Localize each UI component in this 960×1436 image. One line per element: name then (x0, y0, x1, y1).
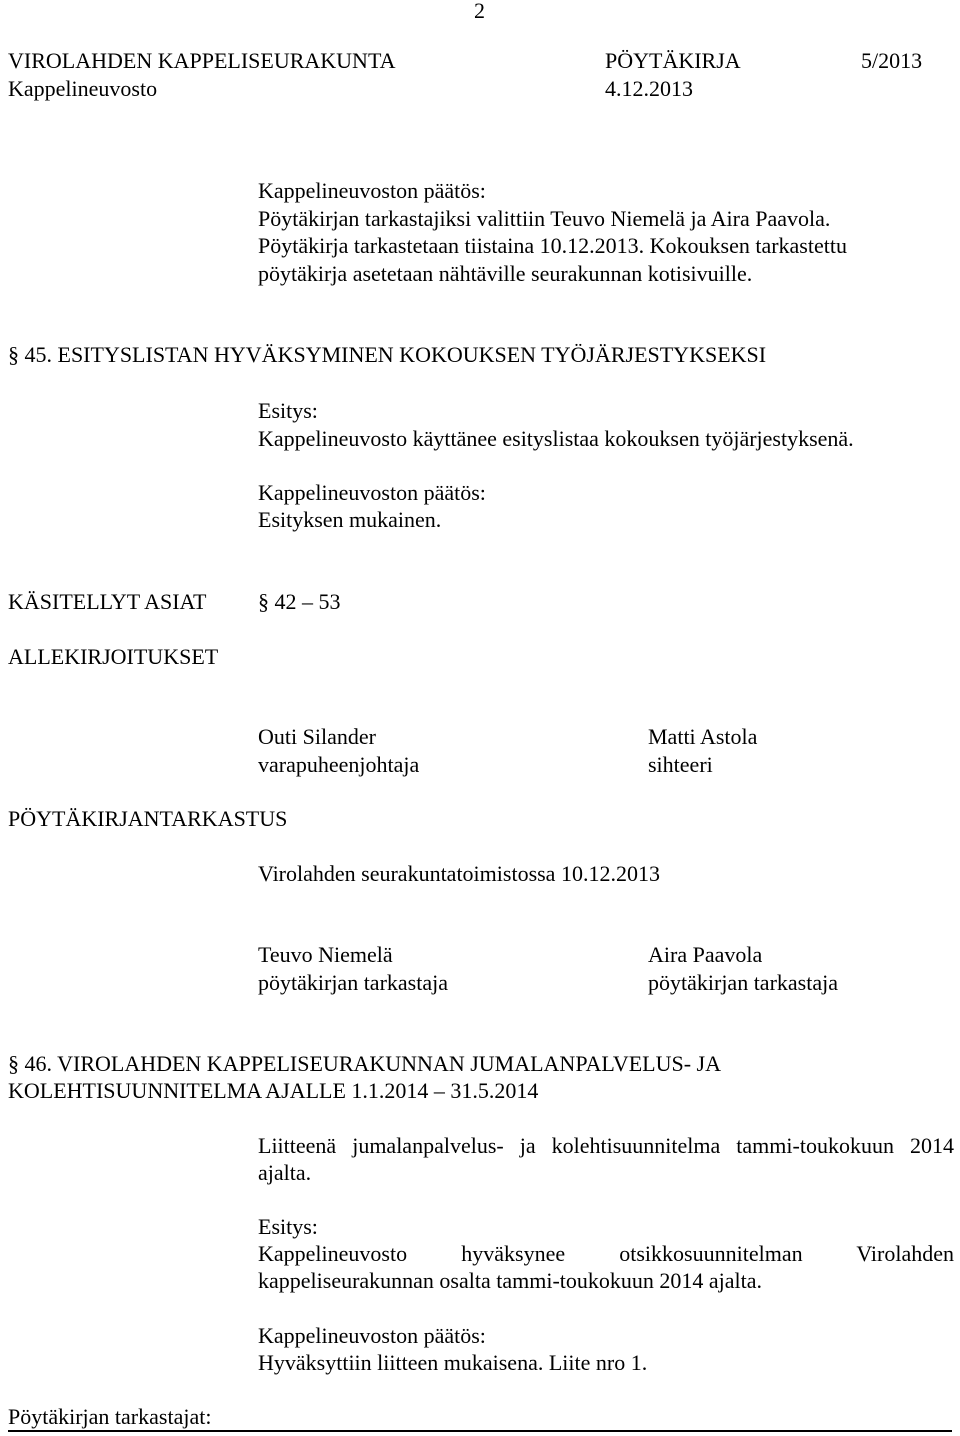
footer-rule (8, 1430, 952, 1432)
section-heading: § 45. ESITYSLISTAN HYVÄKSYMINEN KOKOUKSEN TYÖJÄRJESTYKSEKSI (8, 342, 767, 367)
decision-text: Hyväksyttiin liitteen mukaisena. Liite nro 1. (258, 1350, 648, 1375)
signer-role: sihteeri (648, 752, 713, 777)
proposal-text: Kappelineuvosto hyväksynee otsikkosuunnitelman Virolahden (258, 1241, 954, 1266)
reviewer-name: Teuvo Niemelä (258, 942, 393, 967)
decision-label: Kappelineuvoston päätös: (258, 1323, 486, 1348)
reviewer-name: Aira Paavola (648, 942, 763, 967)
handled-items-label: KÄSITELLYT ASIAT (8, 589, 207, 614)
section-heading: § 46. VIROLAHDEN KAPPELISEURAKUNNAN JUMALANPALVELUS- JA (8, 1051, 722, 1076)
proposal-text: Kappelineuvosto käyttänee esityslistaa kokouksen työjärjestyksenä. (258, 426, 854, 451)
document-type: PÖYTÄKIRJA (605, 48, 741, 73)
review-place-date: Virolahden seurakuntatoimistossa 10.12.2013 (258, 861, 660, 886)
document-number: 5/2013 (861, 48, 923, 73)
decision-line: pöytäkirja asetetaan nähtäville seurakunnan kotisivuille. (258, 261, 753, 286)
attachment-text: ajalta. (258, 1160, 312, 1185)
organization-name: VIROLAHDEN KAPPELISEURAKUNTA (8, 48, 396, 73)
decision-label: Kappelineuvoston päätös: (258, 178, 486, 203)
attachment-text: Liitteenä jumalanpalvelus- ja kolehtisuunnitelma tammi-toukokuun 2014 (258, 1133, 954, 1158)
signatures-heading: ALLEKIRJOITUKSET (8, 644, 219, 669)
proposal-text: kappeliseurakunnan osalta tammi-toukokuun 2014 ajalta. (258, 1268, 763, 1293)
proposal-label: Esitys: (258, 398, 318, 423)
review-heading: PÖYTÄKIRJANTARKASTUS (8, 806, 288, 831)
decision-label: Kappelineuvoston päätös: (258, 480, 486, 505)
decision-text: Esityksen mukainen. (258, 507, 442, 532)
body-name: Kappelineuvosto (8, 76, 158, 101)
section-heading: KOLEHTISUUNNITELMA AJALLE 1.1.2014 – 31.5.2014 (8, 1078, 539, 1103)
signer-role: varapuheenjohtaja (258, 752, 420, 777)
proposal-label: Esitys: (258, 1214, 318, 1239)
page-number: 2 (474, 0, 485, 23)
reviewer-role: pöytäkirjan tarkastaja (648, 970, 838, 995)
handled-items-range: § 42 – 53 (258, 589, 341, 614)
reviewer-role: pöytäkirjan tarkastaja (258, 970, 448, 995)
decision-line: Pöytäkirja tarkastetaan tiistaina 10.12.2013. Kokouksen tarkastettu (258, 233, 847, 258)
signer-name: Outi Silander (258, 724, 376, 749)
meeting-date: 4.12.2013 (605, 76, 693, 101)
reviewers-footer-label: Pöytäkirjan tarkastajat: (8, 1404, 212, 1429)
signer-name: Matti Astola (648, 724, 758, 749)
decision-line: Pöytäkirjan tarkastajiksi valittiin Teuvo Niemelä ja Aira Paavola. (258, 206, 831, 231)
